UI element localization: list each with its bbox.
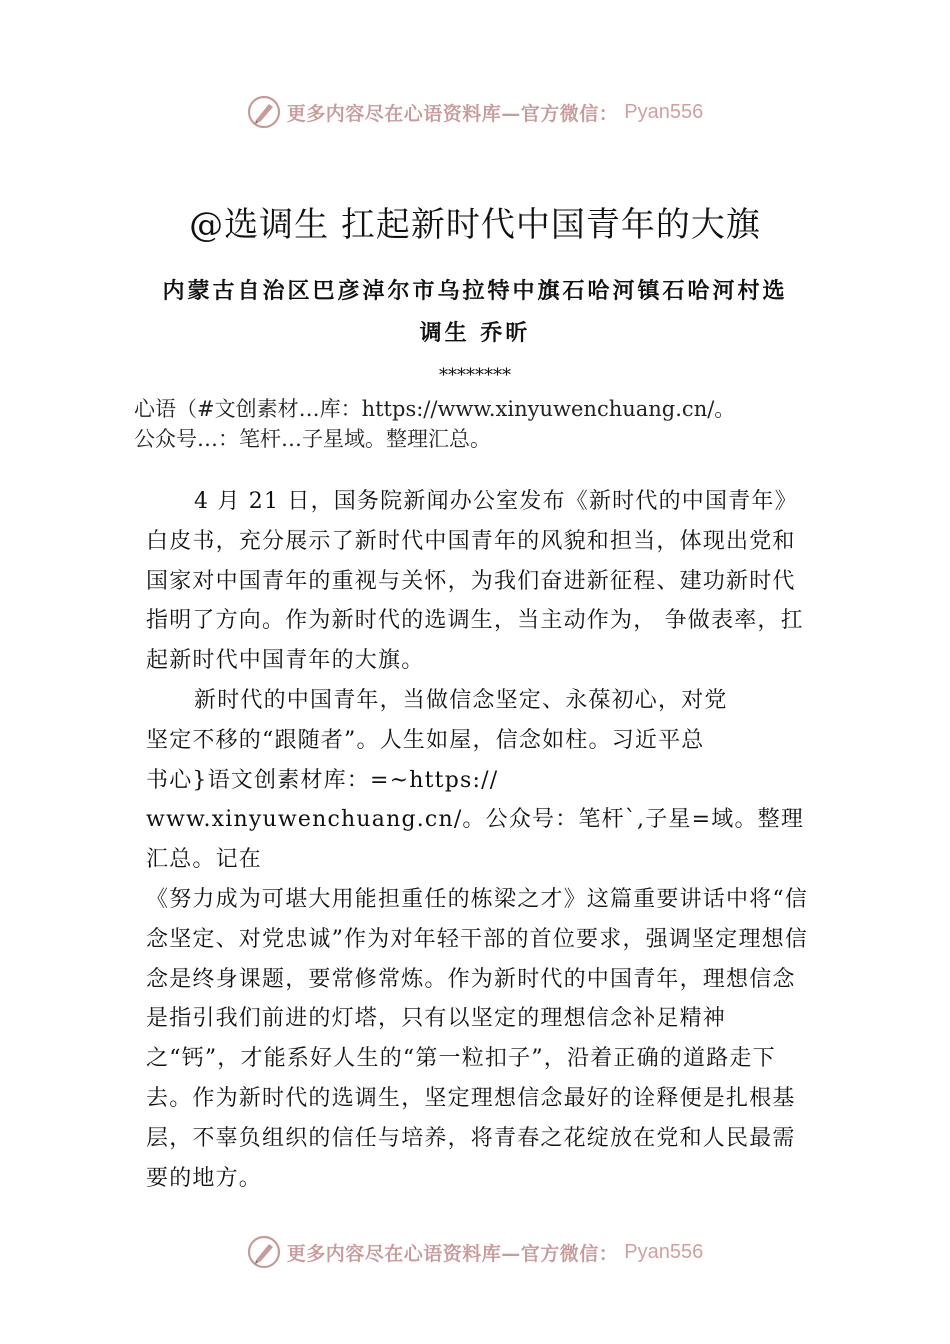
author-line-1: 内蒙古自治区巴彦淖尔市乌拉特中旗石哈河镇石哈河村选 (162, 278, 788, 304)
banner-wechat-id: Pyan556 (624, 1240, 704, 1263)
header-banner (0, 92, 950, 132)
separator: ******** (439, 365, 511, 386)
paragraph-1: 4 月 21 日，国务院新闻办公室发布《新时代的中国青年》白皮书，充分展示了新时代中国青年的风貌和担当，体现出党和国家对中国青年的重视与关怀，为我们奋进新征程、建功新时代指明了方向。作为新时代的选调生，当主动作为， 争做表率，扛起新时代中国青年的大旗。 (146, 489, 804, 674)
pen-logo-icon (247, 95, 281, 129)
author-byline (150, 270, 800, 354)
source-note (134, 394, 834, 454)
source-line-2: 公众号…：笔杆…子星域。整理汇总。 (134, 427, 491, 451)
article-body (146, 482, 818, 1198)
banner-text: 更多内容尽在心语资料库—官方微信： (286, 102, 619, 125)
paragraph-2-line-5: 汇总。记在 (146, 847, 263, 873)
source-line-1: 心语（#文创素材…库：https://www.xinyuwenchuang.cn/。 (134, 397, 736, 421)
pen-logo-icon (247, 1235, 281, 1269)
paragraph-2-line-4: www.xinyuwenchuang.cn/。公众号：笔杆`,子星=域。整理 (146, 807, 805, 833)
author-line-2: 调生 乔昕 (419, 320, 531, 346)
paragraph-2-line-3: 书心}语文创素材库：=~https:// (146, 767, 499, 793)
banner-text: 更多内容尽在心语资料库—官方微信： (286, 1242, 619, 1265)
banner-wechat-id: Pyan556 (624, 100, 704, 123)
paragraph-2-line-1: 新时代的中国青年，当做信念坚定、永葆初心，对党 (194, 687, 728, 713)
paragraph-2-rest: 《努力成为可堪大用能担重任的栋梁之才》这篇重要讲话中将“信念坚定、对党忠诚”作为对年轻干部的首位要求，强调坚定理想信念是终身课题，要常修常炼。作为新时代的中国青年，理想信念是指引我们前进的灯塔，只有以坚定的理想信念补足精神之“钙”，才能系好人生的“第一粒扣子”，沿着正确的道路走下去。作为新时代的选调生，坚定理想信念最好的诠释便是扎根基层，不辜负组织的信任与培养，将青春之花绽放在党和人民最需要的地方。 (146, 886, 809, 1191)
paragraph-2-line-2: 坚定不移的“跟随者”。人生如屋，信念如柱。习近平总 (146, 727, 705, 753)
page-title: @选调生 扛起新时代中国青年的大旗 (189, 205, 761, 245)
footer-banner (0, 1232, 950, 1272)
